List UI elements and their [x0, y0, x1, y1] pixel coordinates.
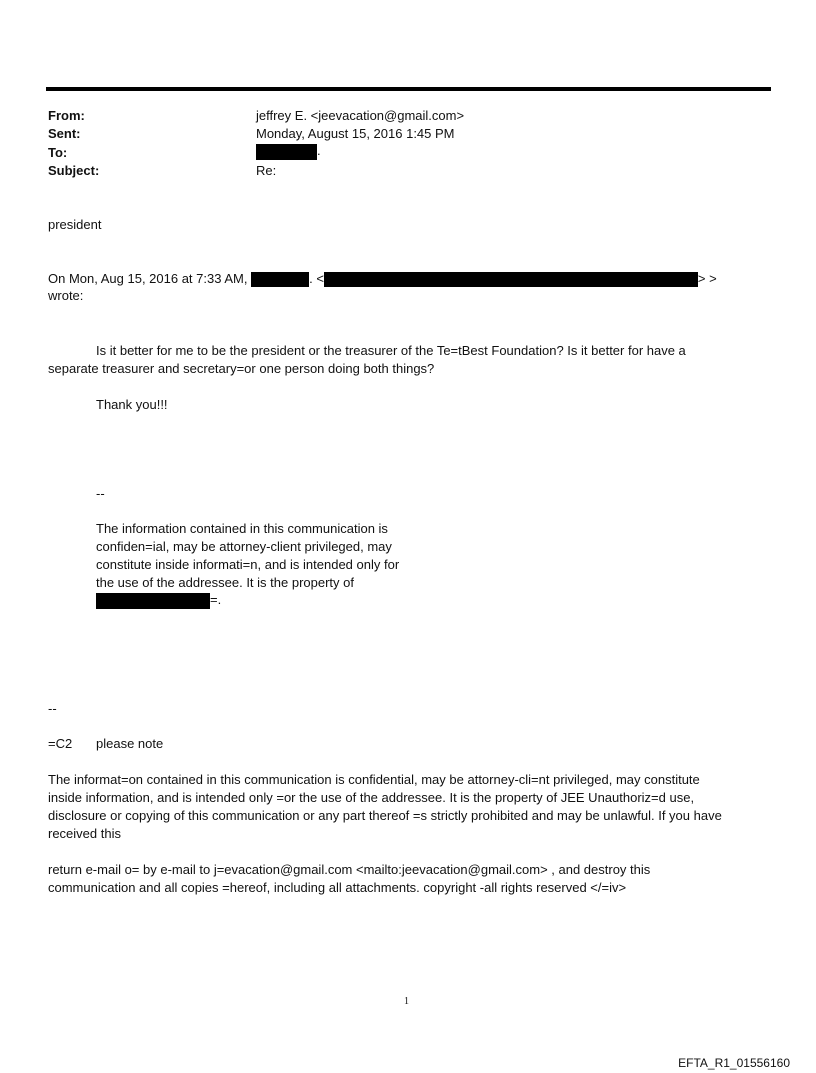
- subject-value: Re:: [256, 163, 277, 178]
- redaction-box: [324, 272, 698, 287]
- quote-intro-end: > >: [697, 271, 717, 286]
- redaction-box: [251, 272, 309, 287]
- sent-label: Sent:: [48, 126, 81, 141]
- subject-label: Subject:: [48, 163, 100, 178]
- disclaimer-line-3: disclosure or copying of this communication or any part thereof =s strictly prohibited and may be unlawful. If you have: [48, 808, 722, 823]
- signature-dash: --: [96, 486, 105, 501]
- redaction-box: [96, 593, 210, 609]
- confidential-line-1: The information contained in this communication is: [96, 521, 388, 536]
- disclaimer-line-1: The informat=on contained in this communication is confidential, may be attorney-cli=nt privileged, may constitute: [48, 772, 700, 787]
- reply-text: president: [48, 217, 102, 232]
- question-line-2: separate treasurer and secretary=or one person doing both things?: [48, 361, 435, 376]
- confidential-line-5: [96, 592, 221, 609]
- return-line-2: communication and all copies =hereof, including all attachments. copyright -all rights reserved </=iv>: [48, 880, 627, 895]
- from-label: From:: [48, 108, 85, 123]
- return-line-1: return e-mail o= by e-mail to j=evacation@gmail.com <mailto:jeevacation@gmail.com> , and destroy this: [48, 862, 651, 877]
- disclaimer-line-2: inside information, and is intended only =or the use of the addressee. It is the property of JEE Unauthoriz=d use,: [48, 790, 695, 805]
- page-number: 1: [404, 996, 409, 1007]
- confidential-suffix: =.: [210, 592, 222, 607]
- note-text: please note: [96, 736, 164, 751]
- quote-intro-wrote: wrote:: [48, 288, 84, 303]
- redaction-box: [256, 144, 317, 160]
- signature-dash-2: --: [48, 701, 57, 716]
- header-rule: [46, 87, 771, 91]
- to-label: To:: [48, 145, 68, 160]
- confidential-line-2: confiden=ial, may be attorney-client privileged, may: [96, 539, 392, 554]
- thanks-text: Thank you!!!: [96, 397, 168, 412]
- sent-value: Monday, August 15, 2016 1:45 PM: [256, 126, 455, 141]
- to-value: [256, 143, 321, 160]
- document-id: EFTA_R1_01556160: [678, 1056, 790, 1070]
- to-suffix: .: [317, 143, 321, 158]
- question-line-1: Is it better for me to be the president or the treasurer of the Te=tBest Foundation? Is it better for have a: [96, 343, 686, 358]
- from-value: jeffrey E. <jeevacation@gmail.com>: [256, 108, 465, 123]
- disclaimer-line-4: received this: [48, 826, 121, 841]
- quote-intro-line: [48, 271, 717, 287]
- quote-intro-sep: . <: [309, 271, 324, 286]
- confidential-line-4: the use of the addressee. It is the property of: [96, 575, 354, 590]
- quote-intro-text: On Mon, Aug 15, 2016 at 7:33 AM,: [48, 271, 248, 286]
- confidential-line-3: constitute inside informati=n, and is intended only for: [96, 557, 400, 572]
- note-prefix: =C2: [48, 736, 73, 751]
